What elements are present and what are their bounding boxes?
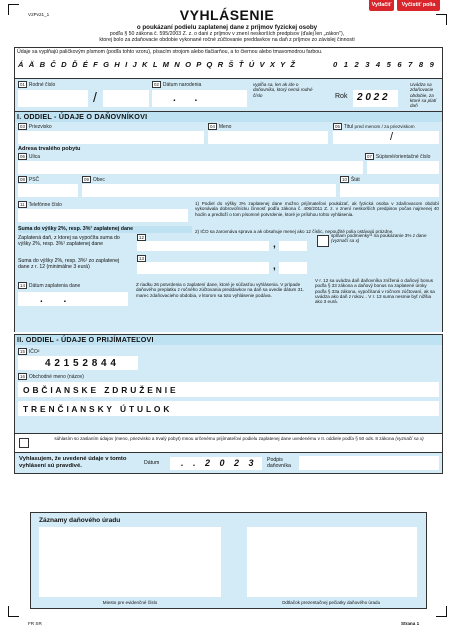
office-records-box — [30, 512, 427, 609]
f15-label-wrap — [18, 348, 39, 355]
recipient-name-text2: T R E N Č I A N S K Y Ú T U L O K — [23, 404, 170, 414]
f09-number: 09 — [84, 177, 89, 182]
f01-separator: / — [93, 89, 97, 105]
f02-note: vypĺňa sa, len ak ide o daňovníka, ktorý nemá rodné číslo — [253, 82, 313, 98]
f10-label-wrap — [340, 176, 360, 183]
f14-label-wrap — [18, 282, 80, 289]
f10-label: Štát — [350, 176, 360, 183]
year-value: 2 0 2 2 — [357, 92, 388, 103]
f07-label-wrap — [365, 153, 430, 160]
f01-number: 01 — [20, 82, 25, 87]
section1-title: I. ODDIEL - ÚDAJE O DAŇOVNÍKOVI — [17, 112, 148, 121]
f08-label: PSČ — [28, 176, 40, 183]
section1-header — [14, 111, 443, 122]
condition-checkbox[interactable] — [317, 235, 329, 247]
f13-label: Suma do výšky 2%, resp. 3%¹ zo zaplatenej dane z r. 12 (minimálne 3 eurá) — [18, 258, 120, 270]
footer-left: FR SR — [28, 621, 42, 626]
surname-field[interactable] — [18, 131, 204, 144]
condition-label — [331, 233, 439, 244]
f05-separator: / — [390, 131, 394, 143]
f11-label: Telefónne číslo — [28, 201, 62, 208]
f12-label: Zaplatená daň, z ktorej sa vypočíta suma do výšky 2%, resp. 3%¹ zaplatenej dane — [18, 235, 120, 247]
birth-number-part2[interactable] — [103, 90, 149, 107]
f15-label: IČO² — [28, 348, 40, 355]
f03-label: Priezvisko — [28, 123, 52, 130]
print-button[interactable]: Vytlačiť — [369, 0, 394, 11]
f01-label-wrap — [18, 81, 55, 88]
condition-note: (vyznačí sa x) — [331, 238, 360, 244]
f06-label: Ulica — [28, 153, 41, 160]
office-left-caption: Miesto pre evidenčné číslo — [102, 600, 158, 605]
evidence-number-area — [39, 527, 221, 597]
recipient-name-text1: O B Č I A N S K E Z D R U Ž E N I E — [23, 385, 176, 395]
f06-number: 06 — [20, 154, 25, 159]
f02-label: Dátum narodenia — [162, 81, 202, 88]
f14-dots: . . — [40, 294, 67, 305]
f04-label-wrap — [208, 123, 231, 130]
f13-comma: , — [273, 261, 276, 272]
city-field[interactable] — [82, 184, 336, 197]
year-label: Rok — [335, 93, 348, 100]
section2-title: II. ODDIEL - ÚDAJE O PRIJÍMATEĽOVI — [17, 335, 154, 344]
f05-number: 05 — [335, 124, 340, 129]
declaration-text: Vyhlasujem, že uvedené údaje v tomto vyhlásení sú pravdivé. — [19, 456, 127, 469]
f14-label: Dátum zaplatenia dane — [28, 282, 81, 289]
f08-number: 08 — [20, 177, 25, 182]
donation-sum-field[interactable] — [137, 262, 269, 274]
section2-header — [14, 334, 443, 345]
f02-label-wrap — [152, 81, 201, 88]
tax-paid-cents[interactable] — [279, 241, 307, 251]
postal-code-field[interactable] — [18, 184, 78, 197]
clear-fields-button[interactable]: Vyčistiť polia — [397, 0, 440, 11]
payment-date-field[interactable] — [18, 292, 128, 306]
f03-number: 03 — [20, 124, 25, 129]
note-volunteer: 1) Podiel do výšky 3% zaplatenej dane možno prijímateľovi poukázať, ak fyzická osoba v zdaňovacom období vykonávala dobrovoľnícku činnosť podľa zákona č. 406/2011 Z. z. v znení neskorších predpisov počas najmenej 40 hodín a predloží o tom písomné potvrdenie, ktoré je prílohou tohto vyhlásenia. — [195, 201, 439, 217]
f07-number: 07 — [367, 154, 372, 159]
identification-row — [14, 79, 443, 111]
street-field[interactable] — [18, 161, 363, 174]
phone-field[interactable] — [18, 209, 188, 222]
f01-label: Rodné číslo — [28, 81, 56, 88]
f09-label: Obec — [92, 176, 105, 183]
f12-number: 12 — [139, 235, 144, 240]
f07-label: Súpisné/orientačné číslo — [375, 153, 431, 160]
consent-text: súhlasím so zaslaním údajov (meno, priezvisko a trvalý pobyt) mnou určenému prijímateľovi podielu zaplatenej dane uvedenému v II. oddiele podľa § 50 ods. 8 zákona — [54, 436, 395, 441]
f08-label-wrap — [18, 176, 39, 183]
f04-number: 04 — [210, 124, 215, 129]
address-label: Adresa trvalého pobytu — [18, 146, 81, 152]
date-label: Dátum — [144, 460, 160, 466]
f11-number: 11 — [20, 202, 25, 207]
f16-number: 16 — [20, 374, 25, 379]
corner-mark — [8, 606, 19, 617]
f12-comma: , — [273, 239, 276, 250]
stamp-area — [247, 527, 417, 597]
sum-header: Suma do výšky 2%, resp. 3%¹ zaplatenej dane — [18, 226, 192, 233]
form-code: V2Pv21_1 — [28, 12, 50, 17]
f14-note: Z riadku 26 potvrdenia o zaplatení dane, ktoré je súčasťou vyhlásenia. V prípade daňového preplatku z ročného zúčtovania preddavkov na daň sa uvedie dátum 31. marec zdaňovacieho obdobia, v ktorom sa toto vyhlásenie podáva. — [136, 282, 305, 298]
sample-letters: Á Ä B Č D Ď É F G H I J K L M N O P Q R Š Ť Ú V X Y Ž — [18, 60, 296, 69]
f06-label-wrap — [18, 153, 40, 160]
f02-number: 02 — [154, 82, 159, 87]
corner-mark — [436, 606, 447, 617]
f13-number: 13 — [139, 256, 144, 261]
house-number-field[interactable] — [367, 161, 439, 174]
form-title: VYHLÁSENIE — [179, 7, 275, 23]
office-right-caption: Odtlačok prezentačnej pečiatky daňového úradu — [281, 600, 381, 605]
section2-body — [14, 345, 443, 433]
declaration-date-value: . . 2 0 2 3 — [181, 458, 254, 468]
f05-sublabel: pred menom / za priezviskom — [354, 123, 415, 129]
birth-number-part1[interactable] — [18, 90, 88, 107]
instructions-text: Údaje sa vyplňajú paličkovým písmom (podľa tohto vzoru), písacím strojom alebo tlačiarňou, a to čiernou alebo tmavomodrou farbou. — [17, 49, 323, 55]
section1-body — [14, 122, 443, 252]
year-note: Uvádza sa zdaňovacie obdobie, za ktoré sa platí daň — [410, 82, 437, 109]
ico-value: 4 2 1 5 2 8 4 4 — [45, 358, 117, 369]
signature-field[interactable] — [299, 456, 439, 470]
tax-paid-field[interactable] — [137, 241, 269, 251]
instructions-box — [14, 47, 443, 79]
declaration-row — [14, 452, 443, 474]
f05-label-wrap — [333, 123, 415, 130]
country-field[interactable] — [340, 184, 439, 197]
footer-right: Strana 1 — [401, 621, 420, 626]
f14-number: 14 — [20, 283, 25, 288]
row-note: V r. 12 sa uvádza daň daňovníka znížená o daňový bonus podľa § 33 zákona a daňový bonus na zaplatené úroky podľa § 33a zákona, vypočítaná v ročnom zúčtovaní, ak sa uvádza ako daň z rokov... V r. 13 suma nesmie byť nižšia ako 3 eurá. — [315, 278, 435, 305]
birth-date-field[interactable] — [152, 90, 247, 107]
title-field[interactable] — [333, 131, 439, 144]
signature-label: Podpis daňovníka — [267, 457, 291, 469]
f03-label-wrap — [18, 123, 52, 130]
consent-checkbox[interactable] — [19, 438, 29, 448]
consent-note: (vyznačí sa x) — [395, 436, 424, 441]
f05-label: Titul — [343, 123, 354, 130]
consent-text-wrap — [49, 436, 429, 441]
f09-label-wrap — [82, 176, 105, 183]
law-line-1: podľa § 50 zákona č. 595/2003 Z. z. o dani z príjmov v znení neskorších predpisov (ďalej len „zákon"), — [109, 31, 345, 37]
law-line-2: ktorej bolo za zdaňovacie obdobie vykonané ročné zúčtovanie preddavkov na daň z príjmov zo závislej činnosti — [99, 37, 355, 43]
form-subtitle: o poukázaní podielu zaplatenej dane z príjmov fyzickej osoby — [136, 24, 318, 31]
f02-dots: . . — [173, 93, 198, 104]
first-name-field[interactable] — [208, 131, 328, 144]
note-ico: 2) IČO sa zarovnáva sprava a ak obsahuje menej ako 12 číslic, nepoužité polia ostávajú prázdne. — [195, 229, 394, 234]
condition-text: splňam podmienky¹¹ na poukázanie 3% z dane — [331, 233, 427, 238]
donation-sum-cents[interactable] — [279, 262, 307, 274]
office-title: Záznamy daňového úradu — [39, 517, 121, 524]
f10-number: 10 — [342, 177, 347, 182]
f15-number: 15 — [20, 349, 25, 354]
f16-label-wrap — [18, 373, 84, 380]
f16-label: Obchodné meno (názov) — [28, 373, 84, 380]
f04-label: Meno — [218, 123, 232, 130]
section1-lower — [14, 252, 443, 332]
f11-label-wrap — [18, 201, 62, 208]
sample-digits: 0 1 2 3 4 5 6 7 8 9 — [333, 60, 434, 69]
consent-row — [14, 433, 443, 453]
